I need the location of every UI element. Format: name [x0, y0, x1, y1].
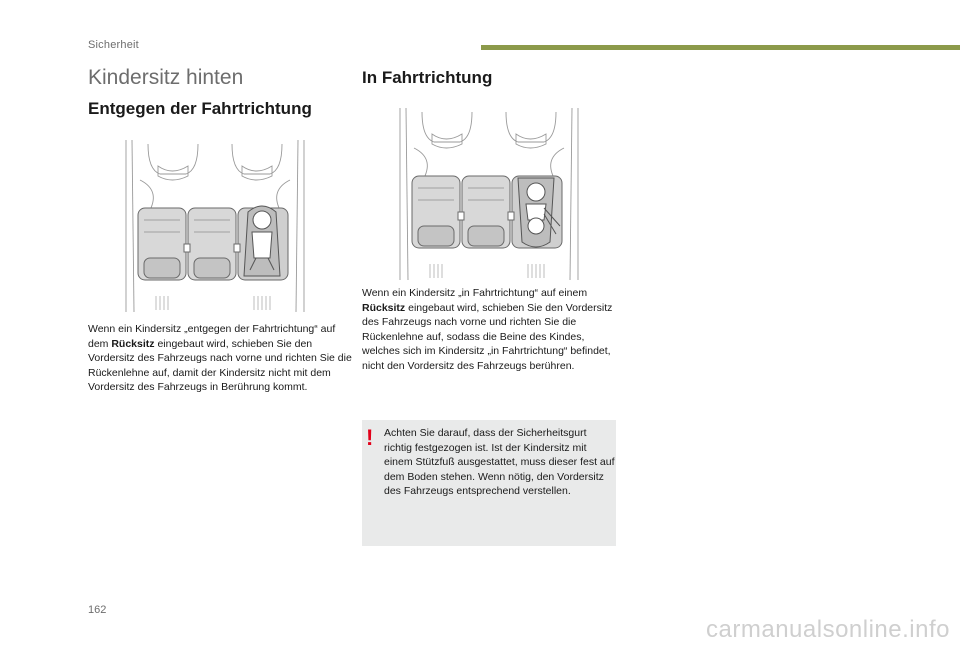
page-title: Kindersitz hinten [88, 66, 244, 89]
header-accent-bar [481, 45, 960, 50]
illustration-rear-facing-seat [120, 140, 310, 312]
car-interior-top-view-forward-facing [394, 108, 584, 280]
exclamation-icon: ! [366, 425, 374, 450]
warning-text: Achten Sie darauf, dass der Sicherheitsgurt richtig festgezogen ist. Ist der Kindersitz mit einem Stützfuß ausgestattet, muss dieser fest auf dem Boden stehen. Wenn nötig, den Vordersitz des Fahrzeugs entsprechend verstellen. [384, 427, 615, 498]
watermark: carmanualsonline.info [706, 616, 950, 643]
page-number: 162 [88, 604, 107, 616]
text-forward-facing: Wenn ein Kindersitz „in Fahrtrichtung“ auf einem Rücksitz eingebaut wird, schieben Sie den Vordersitz des Fahrzeugs nach vorne und richten Sie die Rückenlehne auf, sodass die Beine des Kindes, welches sich im Kindersitz „in Fahrtrichtung“ befindet, nicht den Vordersitz des Fahrzeugs berühren. [362, 287, 613, 372]
heading-forward-facing: In Fahrtrichtung [362, 68, 493, 87]
section-label: Sicherheit [88, 39, 139, 51]
illustration-forward-facing-seat [394, 108, 584, 280]
car-interior-top-view-rear-facing [120, 140, 310, 312]
heading-rear-facing: Entgegen der Fahrtrichtung [88, 99, 312, 118]
text-rear-facing: Wenn ein Kindersitz „entgegen der Fahrtrichtung“ auf dem Rücksitz eingebaut wird, schieben Sie den Vordersitz des Fahrzeugs nach vorne und richten Sie die Rückenlehne auf, damit der Kindersitz nicht mit dem Vordersitz des Fahrzeugs in Berührung kommt. [88, 323, 352, 394]
